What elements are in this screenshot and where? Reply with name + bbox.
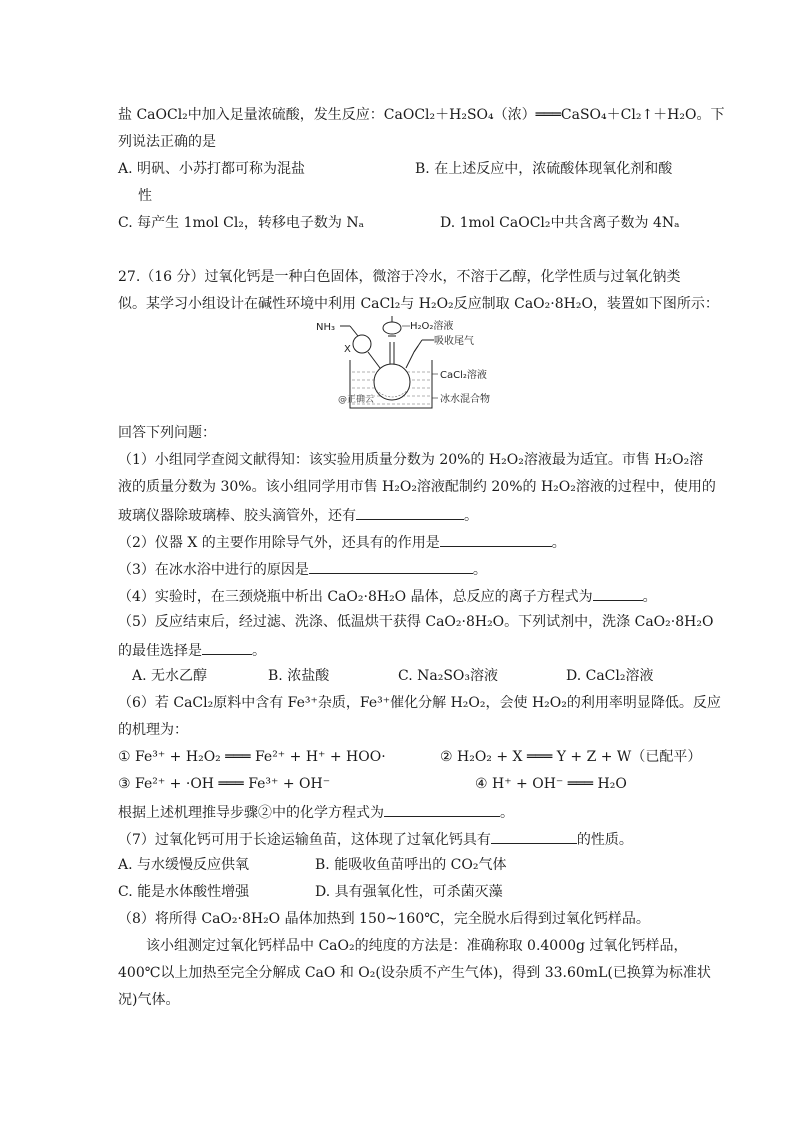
p8-line-2: 该小组测定过氧化钙样品中 CaO₂的纯度的方法是：准确称取 0.4000g 过氧化钙样品，: [146, 938, 688, 954]
p8-line-1: （8）将所得 CaO₂·8H₂O 晶体加热到 150~160℃，完全脱水后得到过氧化钙样品。: [118, 911, 650, 927]
p5-line-2: [118, 642, 266, 658]
p6-line-3: [118, 804, 514, 820]
mechanism-3: ③ Fe²⁺ + ·OH ═══ Fe³⁺ + OH⁻: [118, 776, 331, 792]
p2-line: [118, 534, 566, 550]
p5-option-d: D. CaCl₂溶液: [566, 668, 654, 684]
p7-option-a: A. 与水缓慢反应供氧: [118, 857, 250, 873]
p1-line-3: [118, 507, 478, 523]
period: 。: [642, 589, 657, 605]
watermark: @正确云: [338, 395, 375, 405]
p5-text: 的最佳选择是: [118, 643, 202, 659]
option-d: D. 1mol CaOCl₂中共含离子数为 4Nₐ: [440, 215, 680, 231]
q27-line-1: 27.（16 分）过氧化钙是一种白色固体，微溶于冷水，不溶于乙醇，化学性质与过氧化钠类: [118, 269, 681, 285]
p3-line: [118, 561, 487, 577]
label-x: X: [344, 344, 351, 355]
label-nh3: NH₃: [316, 322, 336, 333]
answer-blank-6[interactable]: [384, 804, 500, 817]
label-ice-water: 冰水混合物: [440, 394, 490, 405]
p3-text: （3）在冰水浴中进行的原因是: [118, 562, 309, 578]
period: 。: [464, 508, 478, 524]
q27-line-2: 似。某学习小组设计在碱性环境中利用 CaCl₂与 H₂O₂反应制取 CaO₂·8H₂O，装置如下图所示：: [118, 296, 719, 312]
p1-line-1: （1）小组同学查阅文献得知：该实验用质量分数为 20%的 H₂O₂溶液最为适宜。市售 H₂O₂溶: [118, 452, 704, 468]
p7-text: （7）过氧化钙可用于长途运输鱼苗，这体现了过氧化钙具有: [118, 832, 491, 848]
period: 。: [252, 643, 266, 659]
p5-option-c: C. Na₂SO₃溶液: [398, 668, 499, 684]
label-tail-gas: 吸收尾气: [434, 336, 474, 347]
label-cacl2: CaCl₂溶液: [440, 370, 487, 381]
answer-blank-3[interactable]: [309, 561, 473, 574]
p7-option-b: B. 能吸收鱼苗呼出的 CO₂气体: [315, 857, 507, 873]
label-h2o2: H₂O₂溶液: [410, 321, 454, 332]
option-c: C. 每产生 1mol Cl₂，转移电子数为 Nₐ: [118, 215, 365, 231]
answer-blank-7[interactable]: [491, 831, 577, 844]
p1-line-2: 液的质量分数为 30%。该小组同学用市售 H₂O₂溶液配制约 20%的 H₂O₂溶液的过程中，使用的: [118, 479, 716, 495]
p5-line-1: （5）反应结束后，经过滤、洗涤、低温烘干获得 CaO₂·8H₂O。下列试剂中，洗涤 CaO₂·8H₂O: [118, 614, 714, 630]
p4-text: （4）实验时，在三颈烧瓶中析出 CaO₂·8H₂O 晶体，总反应的离子方程式为: [118, 589, 593, 605]
answer-blank-2[interactable]: [440, 534, 552, 547]
answer-blank-5[interactable]: [202, 642, 252, 655]
p1-text: 玻璃仪器除玻璃棒、胶头滴管外，还有: [118, 508, 356, 524]
p6-line-2: 的机理为：: [118, 722, 188, 738]
period: 。: [551, 535, 566, 551]
p7-line: [118, 831, 633, 847]
p7-option-d: D. 具有强氧化性，可杀菌灭藻: [315, 884, 503, 900]
answer-blank-1[interactable]: [356, 507, 464, 520]
mechanism-1: ① Fe³⁺ + H₂O₂ ═══ Fe²⁺ + H⁺ + HOO·: [118, 749, 386, 765]
period: 。: [472, 562, 487, 578]
option-b-cont: 性: [138, 188, 152, 204]
period: 。: [500, 805, 514, 821]
intro-line-2: 列说法正确的是: [118, 134, 216, 150]
option-a: A. 明矾、小苏打都可称为混盐: [118, 161, 306, 177]
mechanism-2: ② H₂O₂ + X ═══ Y + Z + W（已配平）: [440, 749, 702, 765]
p4-line: [118, 588, 657, 604]
p6-line-1: （6）若 CaCl₂原料中含有 Fe³⁺杂质，Fe³⁺催化分解 H₂O₂，会使 H₂O₂的利用率明显降低。反应: [118, 695, 721, 711]
p7-suffix: 的性质。: [576, 832, 633, 848]
apparatus-diagram: [310, 312, 510, 412]
mechanism-4: ④ H⁺ + OH⁻ ═══ H₂O: [475, 776, 627, 792]
option-b: B. 在上述反应中，浓硫酸体现氧化剂和酸: [415, 161, 673, 177]
p5-option-a: A. 无水乙醇: [132, 668, 208, 684]
answer-blank-4[interactable]: [593, 588, 643, 601]
p7-option-c: C. 能是水体酸性增强: [118, 884, 250, 900]
p6-text: 根据上述机理推导步骤②中的化学方程式为: [118, 805, 384, 821]
answer-intro: 回答下列问题：: [118, 425, 216, 441]
p2-text: （2）仪器 X 的主要作用除导气外，还具有的作用是: [118, 535, 440, 551]
intro-line-1: 盐 CaOCl₂中加入足量浓硫酸，发生反应：CaOCl₂＋H₂SO₄（浓）═══CaSO₄＋Cl₂↑＋H₂O。下: [118, 107, 725, 123]
p8-line-3: 400℃以上加热至完全分解成 CaO 和 O₂(设杂质不产生气体)，得到 33.60mL(已换算为标准状: [118, 965, 711, 981]
p5-option-b: B. 浓盐酸: [268, 668, 330, 684]
p8-line-4: 况)气体。: [118, 992, 180, 1008]
